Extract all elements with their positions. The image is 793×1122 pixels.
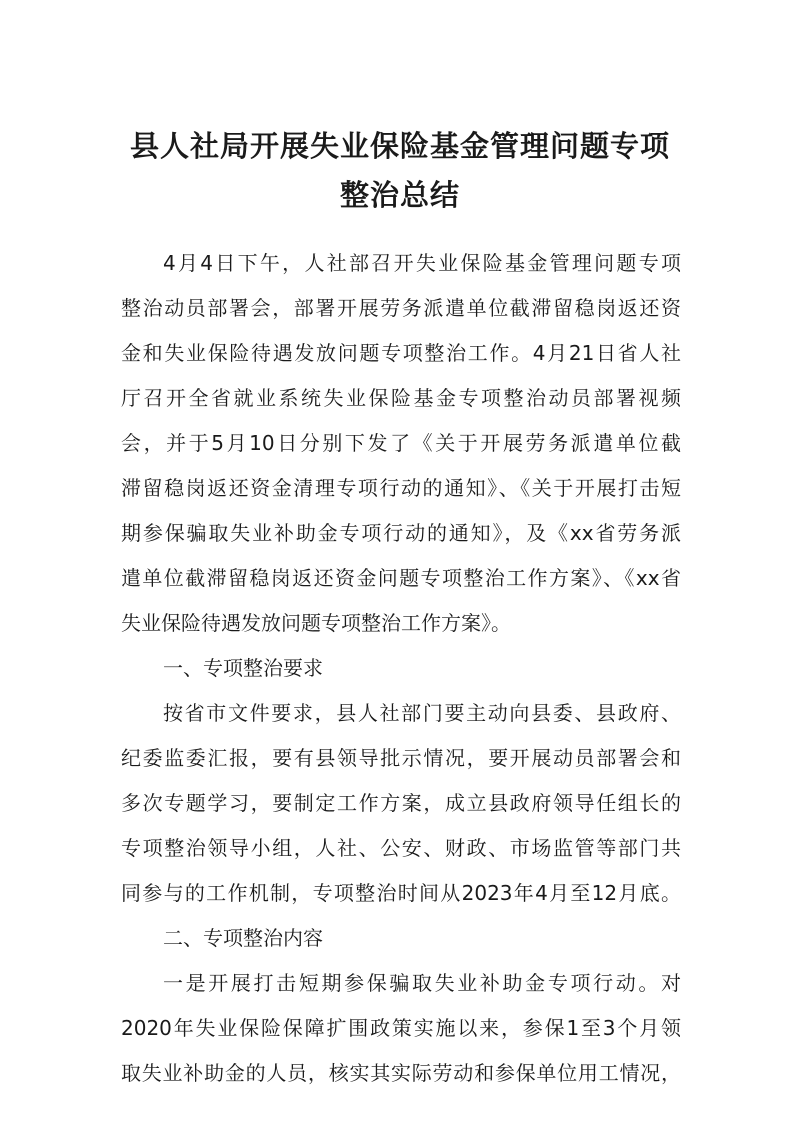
paragraph-line: 期参保骗取失业补助金专项行动的通知》，及《xx省劳务派 xyxy=(121,521,681,545)
section-heading-1: 一、专项整治要求 xyxy=(163,656,323,680)
paragraph-line: 按省市文件要求，县人社部门要主动向县委、县政府、 xyxy=(163,701,681,725)
paragraph-line: 专项整治领导小组，人社、公安、财政、市场监管等部门共 xyxy=(121,836,681,860)
paragraph-line: 金和失业保险待遇发放问题专项整治工作。4月21日省人社 xyxy=(121,341,681,365)
paragraph-line: 同参与的工作机制，专项整治时间从2023年4月至12月底。 xyxy=(121,881,681,905)
document-title-line-1: 县人社局开展失业保险基金管理问题专项 xyxy=(129,129,670,163)
paragraph-line: 2020年失业保险保障扩围政策实施以来，参保1至3个月领 xyxy=(121,1016,681,1040)
paragraph-line: 失业保险待遇发放问题专项整治工作方案》。 xyxy=(121,611,511,635)
paragraph-line: 4月4日下午，人社部召开失业保险基金管理问题专项 xyxy=(163,251,681,275)
paragraph-line: 多次专题学习，要制定工作方案，成立县政府领导任组长的 xyxy=(121,791,681,815)
paragraph-line: 滞留稳岗返还资金清理专项行动的通知》、《关于开展打击短 xyxy=(121,476,681,500)
document-title-line-2: 整治总结 xyxy=(339,178,460,212)
section-heading-2: 二、专项整治内容 xyxy=(163,926,323,950)
paragraph-line: 整治动员部署会，部署开展劳务派遣单位截滞留稳岗返还资 xyxy=(121,296,681,320)
paragraph-line: 一是开展打击短期参保骗取失业补助金专项行动。对 xyxy=(163,971,681,995)
paragraph-line: 取失业补助金的人员，核实其实际劳动和参保单位用工情况， xyxy=(121,1061,681,1085)
paragraph-line: 遣单位截滞留稳岗返还资金问题专项整治工作方案》、《xx省 xyxy=(121,566,681,590)
paragraph-line: 会，并于5月10日分别下发了《关于开展劳务派遣单位截 xyxy=(121,431,681,455)
paragraph-line: 纪委监委汇报，要有县领导批示情况，要开展动员部署会和 xyxy=(121,746,681,770)
paragraph-line: 厅召开全省就业系统失业保险基金专项整治动员部署视频 xyxy=(121,386,681,410)
